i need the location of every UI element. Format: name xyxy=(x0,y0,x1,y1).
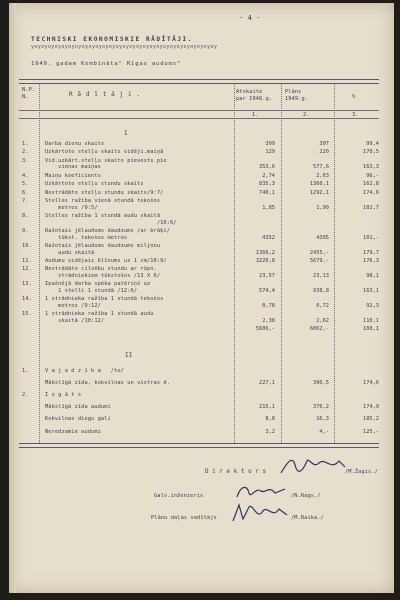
row-indicator: Ražotais jēlaudums daudzums /ar brāķi/ tūkst. tekošos metros xyxy=(45,228,170,241)
planning-signature xyxy=(231,501,291,529)
row-indicator: Maiņu koeficients xyxy=(45,172,101,179)
value-report-1948: 3220,8 xyxy=(255,258,275,264)
row-number: 2. xyxy=(22,392,29,399)
row-number: 8. xyxy=(22,213,29,219)
row-number: 7. xyxy=(22,198,29,204)
value-report-1948: 309 xyxy=(265,141,275,147)
value-percent: 163,3 xyxy=(363,164,379,171)
header-nr: N.P. N. xyxy=(22,87,36,100)
engineer-label: Galv.inženieris xyxy=(154,493,204,499)
row-number: 5. xyxy=(22,181,29,188)
engineer-name: /N.Rags./ xyxy=(291,493,321,499)
row-indicator: Mākslīgā zīda, kokvilnas un vistras d. xyxy=(45,380,170,387)
value-plan-1949: 220 xyxy=(319,149,329,156)
row-number: 14. xyxy=(22,296,32,303)
value-plan-1949: 4395 xyxy=(316,234,329,241)
value-plan-1949: 396,5 xyxy=(313,380,329,387)
value-report-1948: 23,57 xyxy=(259,273,275,279)
document-title: TECHNISKI EKONOMISKIE RĀDĪTĀJI. xyxy=(31,36,193,43)
value-report-1948: 574,4 xyxy=(259,288,275,294)
value-plan-1949: 4,- xyxy=(319,428,329,435)
column-divider-1 xyxy=(234,83,235,443)
value-plan-1949: 1,90 xyxy=(316,204,329,211)
director-label: D i r e k t o r s xyxy=(205,469,267,475)
header-index-3: 3. xyxy=(352,112,359,118)
column-divider-2 xyxy=(281,83,282,443)
row-indicator: 1 strādnieka ražība 1 stundā audu skaitā /10:12/ xyxy=(45,311,154,324)
table-bottom-border xyxy=(19,443,379,448)
value-percent: 108,1 xyxy=(363,326,379,333)
value-plan-1949: 23,13 xyxy=(313,273,329,279)
row-indicator: Mākslīgā zīda audumi xyxy=(45,404,111,411)
value-report-1948: 740,1 xyxy=(259,189,275,196)
header-index-2: 2. xyxy=(303,112,310,118)
row-number: 12. xyxy=(22,266,32,273)
value-report-1948: 1,85 xyxy=(262,204,275,211)
row-indicator: Ražotais jēlaudums daudzums miljonu audu skaitā xyxy=(45,243,161,256)
row-number: 4. xyxy=(22,172,29,179)
row-indicator: Neredzamie audumi xyxy=(45,428,101,435)
director-signature xyxy=(279,455,349,482)
value-report-1948: 4352 xyxy=(262,234,275,241)
value-report-1948: 5606,- xyxy=(255,326,275,333)
value-percent: 99,4 xyxy=(366,141,379,147)
row-indicator: Ipašnējā darba spēka patēriņš uz 1 stelli 1 stundā /12:6/ xyxy=(45,281,151,294)
value-plan-1949: 16,3 xyxy=(316,416,329,423)
value-percent: 179,7 xyxy=(363,249,379,256)
value-plan-1949: 6062,- xyxy=(309,326,329,333)
value-plan-1949: 2455,- xyxy=(309,249,329,256)
header-percent: % xyxy=(352,94,356,100)
value-percent: 101,- xyxy=(363,234,379,241)
value-percent: 174,9 xyxy=(363,404,379,411)
value-report-1948: 3,2 xyxy=(265,428,275,435)
planning-name: /M.Baika./ xyxy=(291,515,324,521)
row-indicator: Vid.uzkārt.stelļu skaits pievests pie vienas maiņas xyxy=(45,157,167,171)
table-top-border xyxy=(19,79,379,84)
binding-strip xyxy=(9,3,16,593)
row-number: 15. xyxy=(22,311,32,318)
value-plan-1949: 307 xyxy=(319,141,329,147)
value-percent: 176,3 xyxy=(363,258,379,264)
value-percent: 110,1 xyxy=(363,318,379,324)
row-number: 10. xyxy=(22,243,32,249)
header-report-1948: Atskaite par 1948.g. xyxy=(236,89,273,102)
row-indicator: Nostrādāto stelļu stundu skaits/9:7/ xyxy=(45,189,164,196)
section-1-heading: I xyxy=(124,130,128,137)
row-number: 9. xyxy=(22,228,29,234)
value-report-1948: 2,74 xyxy=(262,172,275,179)
row-indicator: Darba dienu skaits xyxy=(45,141,105,147)
value-plan-1949: 0,72 xyxy=(316,303,329,309)
row-number: 11. xyxy=(22,258,32,264)
value-report-1948: 227,1 xyxy=(259,380,275,387)
value-report-1948: 1366,2 xyxy=(255,249,275,256)
value-report-1948: 215,1 xyxy=(259,404,275,411)
value-report-1948: 2,38 xyxy=(262,318,275,324)
value-plan-1949: 1292,1 xyxy=(309,189,329,196)
section-2-heading: II xyxy=(125,352,133,359)
planning-label: Plānu daļas vadītājs xyxy=(151,515,217,521)
value-plan-1949: 1360,1 xyxy=(309,181,329,188)
column-divider-3 xyxy=(334,83,335,443)
row-indicator: Audumu vidējais blīvums uz 1 cm/10:9/ xyxy=(45,258,167,264)
row-number: 2. xyxy=(22,149,29,156)
row-indicator: Nostrādāto cilvēku stundu ar rūpn. strādniekiem tūkstošos /13 X 6/ xyxy=(45,266,161,279)
value-plan-1949: 577,6 xyxy=(313,164,329,171)
value-percent: 98,1 xyxy=(366,273,379,279)
header-divider xyxy=(19,110,379,111)
column-divider-nr xyxy=(39,83,40,443)
director-name: /M.Žagis./ xyxy=(345,469,378,475)
row-indicator: Stelles ražība vienā stundā tekošos metros /9:5/ xyxy=(45,198,161,211)
value-report-1948: 835,3 xyxy=(259,181,275,188)
value-plan-1949: 2,62 xyxy=(316,318,329,324)
value-plan-1949: 376,2 xyxy=(313,404,329,411)
title-underline: yoyoyoyoyoyoyoyoyoyoyoyoyoyoyoyoyoyoyoyoyoyoyoyoyoyoyoy xyxy=(31,45,218,50)
value-percent: 92,3 xyxy=(366,303,379,309)
row-number: 3. xyxy=(22,157,29,164)
value-plan-1949: 5679,- xyxy=(309,258,329,264)
row-number: 1. xyxy=(22,368,29,374)
row-indicator: V a j a d z ī b a /to/ xyxy=(45,368,124,374)
value-report-1948: 8,8 xyxy=(265,416,275,423)
row-indicator: I z g ā t s xyxy=(45,392,82,399)
value-percent: 162,8 xyxy=(363,181,379,188)
value-percent: 170,5 xyxy=(363,149,379,156)
value-report-1948: 0,78 xyxy=(262,303,275,309)
row-number: 6. xyxy=(22,189,29,196)
value-percent: 185,2 xyxy=(363,416,379,423)
row-indicator: Uzkārtoto stelļu stundu skaits xyxy=(45,181,144,188)
value-report-1948: 353,6 xyxy=(259,164,275,171)
value-percent: 102,7 xyxy=(363,204,379,211)
value-percent: 125,- xyxy=(363,428,379,435)
value-percent: 174,6 xyxy=(363,189,379,196)
header-indicators: R ā d ī t ā j i . xyxy=(69,91,141,98)
value-plan-1949: 2,63 xyxy=(316,172,329,179)
value-percent: 163,1 xyxy=(363,288,379,294)
row-number: 1. xyxy=(22,141,29,147)
document-subtitle: 1949. gadam Kombināta" Rīgas audums" xyxy=(31,61,182,67)
value-report-1948: 129 xyxy=(265,149,275,156)
row-number: 13. xyxy=(22,281,32,288)
row-indicator: 1 strādnieka ražība 1 stundā tekošos metros /9:12/ xyxy=(45,296,164,309)
value-plan-1949: 938,8 xyxy=(313,288,329,294)
row-indicator: Kokvilnas diegu gali xyxy=(45,416,111,423)
document-sheet xyxy=(9,3,394,593)
header-plan-1949: Plāns 1949.g. xyxy=(285,89,309,102)
value-percent: 96,- xyxy=(366,172,379,179)
row-indicator: Stelles ražība 1 stundā audu skaitā /10:6/ xyxy=(45,213,177,226)
page-number: - 4 - xyxy=(239,14,261,22)
value-percent: 174,6 xyxy=(363,380,379,387)
header-index-1: 1. xyxy=(252,112,259,118)
index-divider xyxy=(19,118,379,119)
row-indicator: Uzkārtoto stelļu skaits vidēji.maiņā xyxy=(45,149,164,156)
